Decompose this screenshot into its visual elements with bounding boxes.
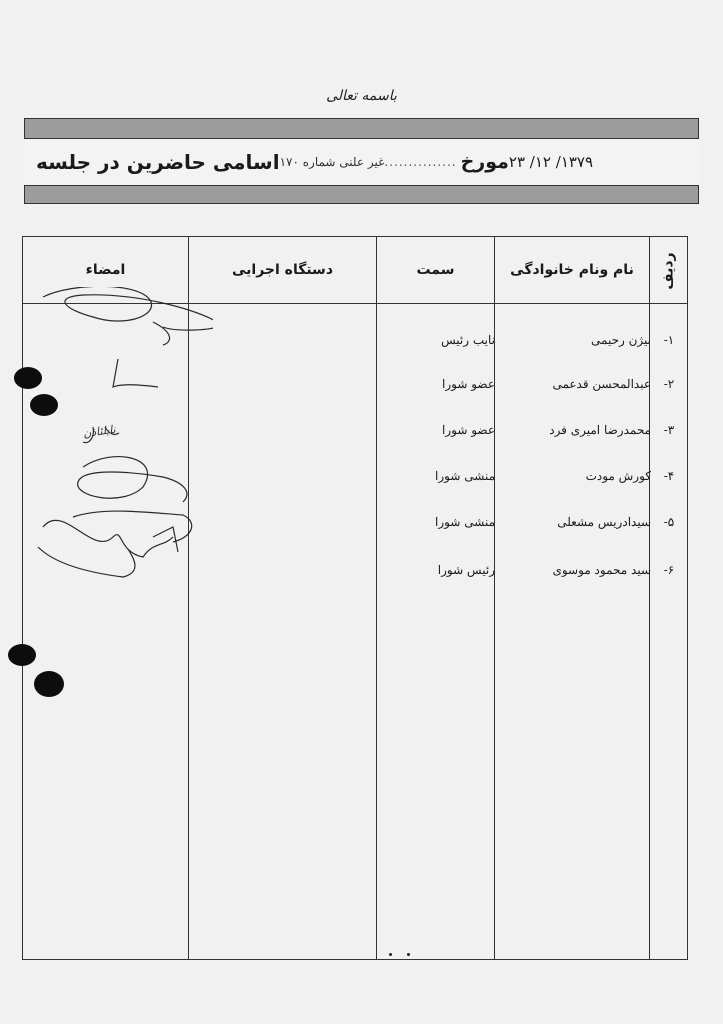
punch-hole [8,644,36,666]
document-title: اسامی حاضرین در جلسه [36,150,280,174]
speck [407,953,410,956]
signatures-image [23,287,213,607]
session-date: ۱۳۷۹/ ۱۲/ ۲۳ [508,153,594,171]
column-header-agency: دستگاه اجرایی [231,262,334,278]
attendee-name: کورش مودت [585,469,651,483]
invocation-heading: باسمه تعالی [326,88,397,104]
column-header-role: سمت [416,262,455,278]
attendee-role: نایب رئیس [441,333,495,347]
row-number: -۱ [663,333,675,347]
session-type: غیر علنی شماره ۱۷۰ [279,155,385,169]
attendee-name: عبدالمحسن قدعمی [552,377,651,391]
row-number: -۶ [663,563,675,577]
punch-hole [34,671,64,697]
punch-hole [30,394,58,416]
attendee-role: رئیس شورا [437,563,495,577]
column-divider [376,237,377,959]
attendee-role: عضو شورا [442,423,495,437]
row-number: -۲ [663,377,675,391]
attendee-name: سید محمود موسوی [552,563,651,577]
column-header-signature: امضاء [85,262,126,278]
column-header-radif [649,241,689,301]
radif-label: ردیف [661,252,677,290]
row-number: -۳ [663,423,675,437]
column-header-name: نام ونام خانوادگی [510,262,634,278]
date-label: مورخ [460,151,509,173]
attendance-table [22,236,688,960]
attendee-role: عضو شورا [442,377,495,391]
punch-hole [14,367,42,389]
row-number: -۴ [663,469,675,483]
attendee-role: منشی شورا [435,469,495,483]
attendee-role: منشی شورا [435,515,495,529]
handwritten-note: نایلئاذن [82,422,117,441]
attendee-name: محمدرضا امیری فرد [549,423,651,437]
speck [389,953,392,956]
row-number: -۵ [663,515,675,529]
attendee-name: سیدادریس مشعلی [557,515,651,529]
title-box [24,138,699,186]
attendee-name: بیژن رحیمی [591,333,651,347]
dotted-line: ............... [384,155,457,169]
